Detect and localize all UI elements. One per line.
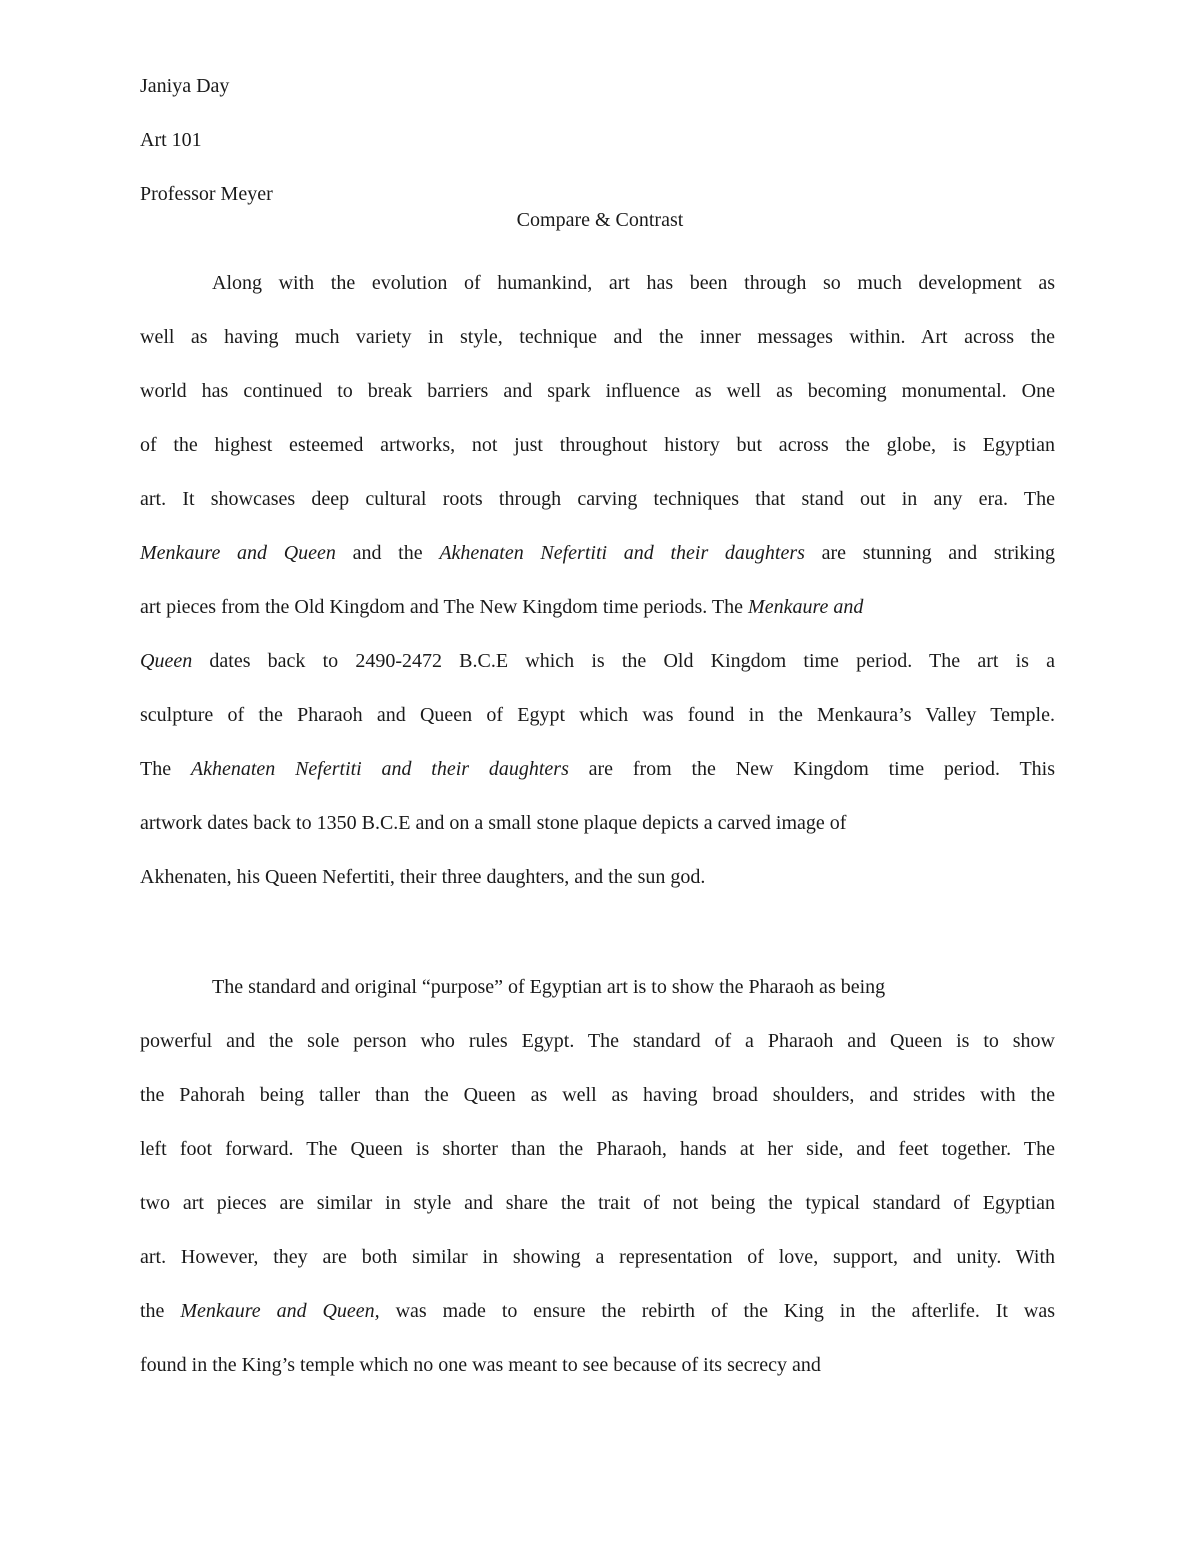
artwork-title: Akhenaten Nefertiti and their daughters	[190, 758, 569, 780]
text-span: are from the New Kingdom time period. This	[568, 758, 1055, 780]
paragraph-line: The standard and original “purpose” of Egyptian art is to show the Pharaoh as being	[212, 976, 886, 998]
artwork-title: Akhenaten Nefertiti and their daughters	[439, 542, 805, 564]
essay-title: Compare & Contrast	[516, 209, 684, 231]
paragraph-line: the Pahorah being taller than the Queen as well as having broad shoulders, and strides with the	[140, 1084, 1055, 1106]
course-name: Art 101	[140, 129, 202, 151]
artwork-title: Menkaure and	[748, 596, 864, 618]
paragraph-line: Akhenaten, his Queen Nefertiti, their three daughters, and the sun god.	[140, 866, 706, 888]
professor-name: Professor Meyer	[140, 183, 273, 205]
artwork-title: Queen	[140, 650, 193, 672]
paragraph-line: powerful and the sole person who rules Egypt. The standard of a Pharaoh and Queen is to show	[140, 1030, 1055, 1052]
paragraph-line: Along with the evolution of humankind, art has been through so much development as	[212, 272, 1055, 294]
paragraph-line: world has continued to break barriers and spark influence as well as becoming monumental. One	[140, 380, 1055, 402]
paragraph-line: art. However, they are both similar in showing a representation of love, support, and unity. With	[140, 1246, 1055, 1268]
paragraph-line: left foot forward. The Queen is shorter than the Pharaoh, hands at her side, and feet together. The	[140, 1138, 1055, 1160]
paragraph-line	[140, 757, 1055, 781]
paragraph-line: two art pieces are similar in style and share the trait of not being the typical standard of Egyptian	[140, 1192, 1055, 1214]
paragraph-line	[140, 541, 1055, 565]
text-span: and the	[335, 542, 440, 564]
paragraph-line	[140, 649, 1055, 673]
author-name: Janiya Day	[140, 75, 230, 97]
paragraph-line	[140, 1299, 1055, 1323]
paragraph-line: sculpture of the Pharaoh and Queen of Egypt which was found in the Menkaura’s Valley Temple.	[140, 704, 1055, 726]
paragraph-line: of the highest esteemed artworks, not just throughout history but across the globe, is Egyptian	[140, 434, 1055, 456]
artwork-title: Menkaure and Queen	[140, 542, 336, 564]
text-span: the	[140, 1300, 181, 1322]
text-span: are stunning and striking	[804, 542, 1055, 564]
paragraph-line: art. It showcases deep cultural roots through carving techniques that stand out in any era. The	[140, 488, 1055, 510]
text-span: The	[140, 758, 191, 780]
text-span: dates back to 2490-2472 B.C.E which is the Old Kingdom time period. The art is a	[192, 650, 1055, 672]
paragraph-line: found in the King’s temple which no one was meant to see because of its secrecy and	[140, 1354, 821, 1376]
text-span: art pieces from the Old Kingdom and The New Kingdom time periods. The	[140, 596, 749, 618]
text-span: was made to ensure the rebirth of the King in the afterlife. It was	[379, 1300, 1055, 1322]
paragraph-line	[140, 595, 863, 619]
artwork-title: Menkaure and Queen,	[180, 1300, 380, 1322]
paragraph-line: well as having much variety in style, technique and the inner messages within. Art across the	[140, 326, 1055, 348]
paragraph-line: artwork dates back to 1350 B.C.E and on a small stone plaque depicts a carved image of	[140, 812, 847, 834]
